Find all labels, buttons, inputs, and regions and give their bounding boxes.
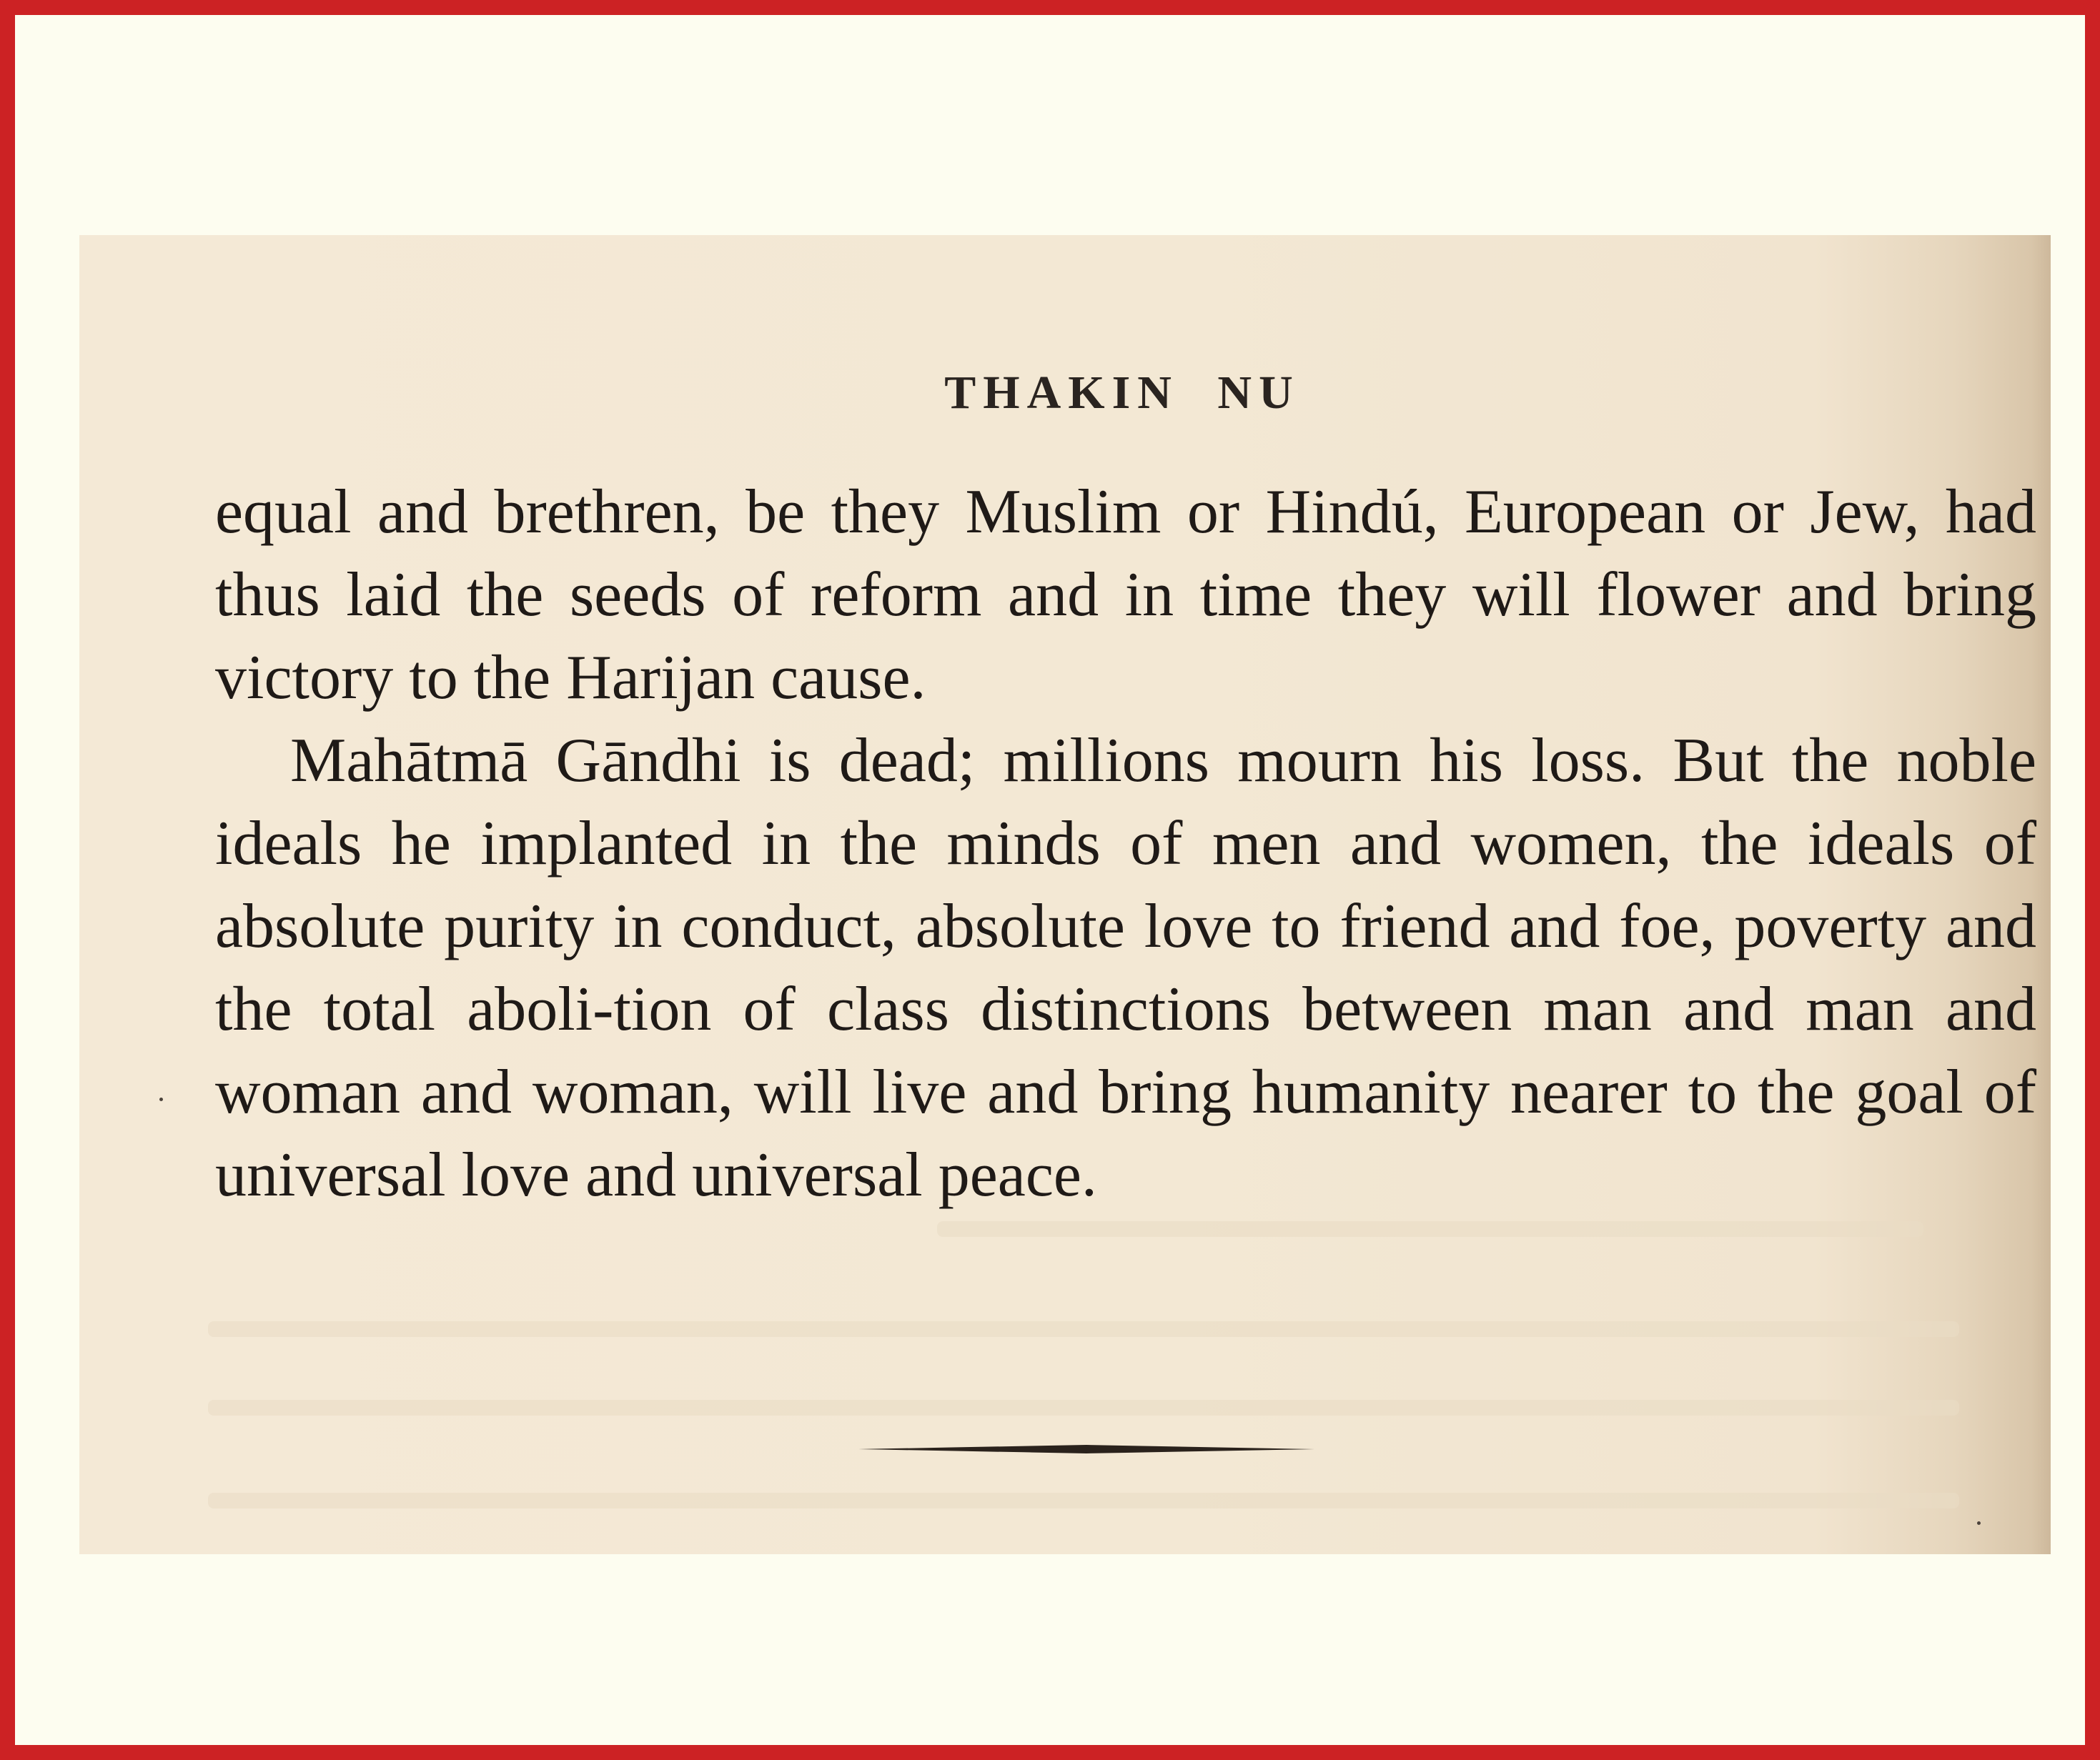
stray-mark [1977, 1521, 1981, 1525]
paragraph-1: equal and brethren, be they Muslim or Hindú, European or Jew, had thus laid the seeds of reform and in time they will flower and bring victory to the Harijan cause. [215, 477, 2036, 712]
show-through-line [208, 1321, 1959, 1337]
end-of-section-rule [858, 1444, 1314, 1454]
show-through-line [208, 1493, 1959, 1508]
show-through-line [208, 1400, 1959, 1416]
scanned-book-page [79, 235, 2051, 1554]
body-text [215, 471, 2036, 1217]
show-through-line [937, 1221, 1923, 1237]
stray-mark [159, 1098, 163, 1101]
paragraph-2: Mahātmā Gāndhi is dead; millions mourn his loss. But the noble ideals he implanted in the minds of men and women, the ideals of absolute purity in conduct, absolute love to friend and foe, poverty and the total aboli-tion of class distinctions between man and man and woman and woman, will live and bring humanity nearer to the goal of universal love and universal peace. [215, 726, 2036, 1210]
running-head: THAKIN NU [944, 367, 1300, 419]
